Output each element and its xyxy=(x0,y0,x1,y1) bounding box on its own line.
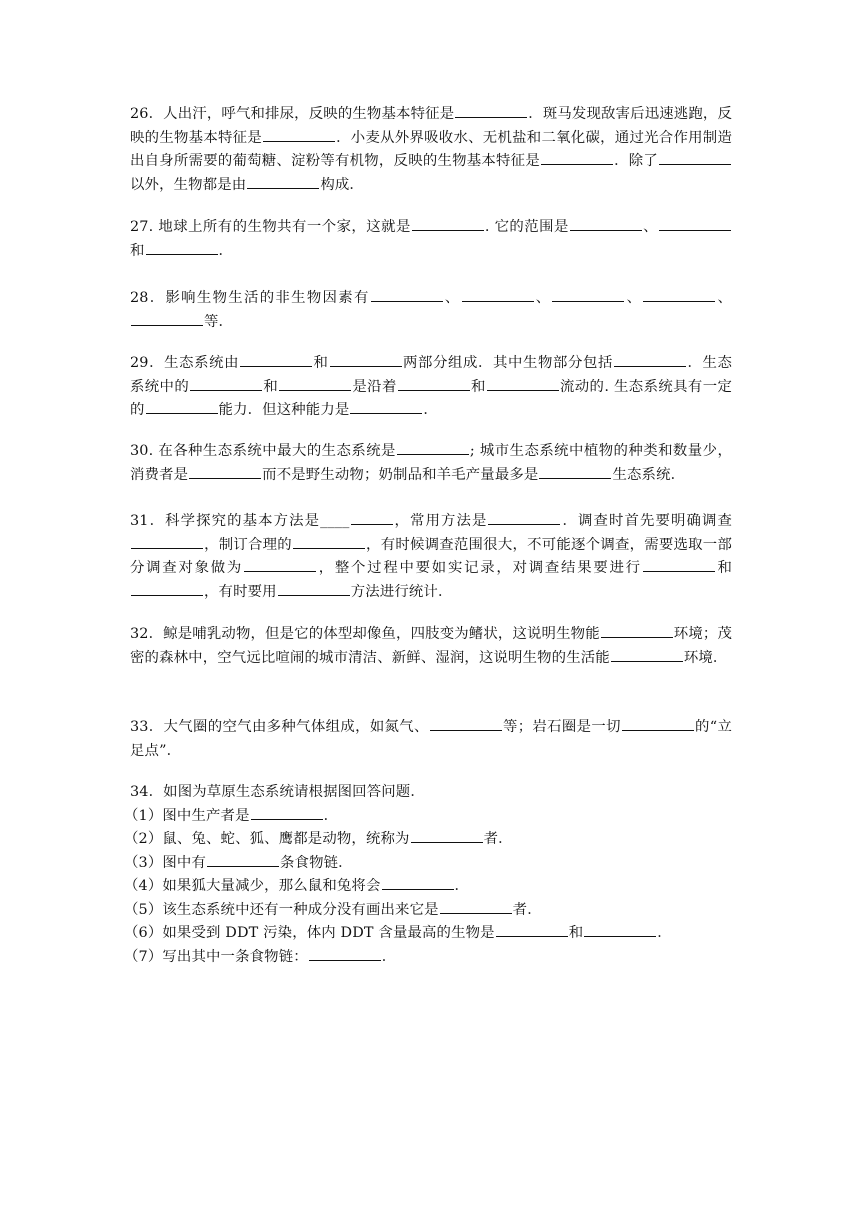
q34-sub-7-end: ． xyxy=(381,948,397,965)
q29-text-10: ． xyxy=(423,402,438,418)
q34-sub-5-text: （5）该生态系统中还有一种成分没有画出来它是 xyxy=(124,901,439,918)
answer-blank[interactable] xyxy=(611,647,683,662)
q32-text-3: 环境． xyxy=(683,649,728,666)
q34-intro: 34．如图为草原生态系统请根据图回答问题． xyxy=(130,784,425,800)
answer-blank[interactable] xyxy=(247,174,319,189)
q34-sub-6 xyxy=(124,922,732,946)
q27-text-3: 、 xyxy=(642,219,658,235)
q34-sub-1-end: ． xyxy=(323,807,339,824)
q34-sub-6-text: （6）如果受到 DDT 污染，体内 DDT 含量最高的生物是 xyxy=(124,925,495,941)
answer-blank[interactable] xyxy=(244,557,316,572)
q29-text-3: 两部分组成．其中生物部分包括 xyxy=(402,355,614,371)
answer-blank[interactable] xyxy=(207,852,279,867)
q31-text-4: ，制订合理的 xyxy=(204,536,292,553)
q31-text-8: ，有时要用 xyxy=(204,583,277,600)
answer-blank[interactable] xyxy=(584,922,656,937)
q29-text-7: 和 xyxy=(470,378,486,395)
answer-blank[interactable] xyxy=(643,287,715,302)
q28-text-1: 28．影响生物生活的非生物因素有 xyxy=(130,290,370,306)
q28-separator: 、 xyxy=(443,290,461,306)
answer-blank[interactable] xyxy=(614,352,686,367)
q28-text-2: 等． xyxy=(204,313,234,330)
q29-text-5: 和 xyxy=(263,378,279,395)
question-28 xyxy=(130,287,732,334)
q26-text-6: 构成． xyxy=(320,176,364,193)
q34-sub-1-text: （1）图中生产者是 xyxy=(124,807,250,824)
q30-text-3: 而不是野生动物；奶制品和羊毛产量最多是 xyxy=(262,466,539,483)
answer-blank[interactable] xyxy=(552,287,624,302)
q29-text-1: 29．生态系统由 xyxy=(130,355,240,371)
q31-text-5: ，有时候调查范围很大，不可能逐个调查，需要选取一部分调查对象做为 xyxy=(130,536,732,576)
q34-sub-2 xyxy=(124,828,732,852)
answer-blank[interactable] xyxy=(539,464,611,479)
q30-text-4: 生态系统． xyxy=(612,466,686,483)
q31-text-6: ，整个过程中要如实记录，对调查结果要进行 xyxy=(317,560,642,576)
answer-blank[interactable] xyxy=(382,875,454,890)
answer-blank[interactable] xyxy=(131,534,203,549)
answer-blank[interactable] xyxy=(455,103,527,118)
q34-sub-6-mid: 和 xyxy=(568,925,584,941)
answer-blank[interactable] xyxy=(601,623,673,638)
q34-sub-2-text: （2）鼠、兔、蛇、狐、鹰都是动物，统称为 xyxy=(124,831,410,847)
answer-blank[interactable] xyxy=(496,922,568,937)
q27-text-5: ． xyxy=(218,242,234,259)
q29-text-6: 是沿着 xyxy=(352,378,397,395)
q34-sub-3 xyxy=(124,852,732,876)
q29-text-9: 能力．但这种能力是 xyxy=(218,402,350,418)
q34-sub-5-end: 者． xyxy=(512,901,542,918)
q33-text-1: 33．大气圈的空气由多种气体组成，如氮气、 xyxy=(130,719,429,735)
answer-blank[interactable] xyxy=(488,510,560,525)
answer-blank[interactable] xyxy=(146,399,218,414)
q32-text-2: 环境；茂密的森林中，空气远比喧闹的城市清洁、新鲜、湿润，这说明生物的生活能 xyxy=(130,626,732,666)
answer-blank[interactable] xyxy=(397,440,469,455)
q31-text-1: 31．科学探究的基本方法是 xyxy=(130,513,321,529)
q27-text-1: 27. 地球上所有的生物共有一个家，这就是 xyxy=(130,219,411,235)
question-33 xyxy=(130,716,732,763)
question-31 xyxy=(130,510,732,604)
answer-blank[interactable] xyxy=(309,946,381,961)
answer-blank[interactable] xyxy=(146,240,218,255)
answer-blank[interactable] xyxy=(411,828,483,843)
answer-blank[interactable] xyxy=(412,216,484,231)
answer-blank[interactable] xyxy=(251,805,323,820)
answer-blank[interactable] xyxy=(240,352,312,367)
answer-blank[interactable] xyxy=(622,716,694,731)
answer-blank[interactable] xyxy=(371,287,443,302)
q29-text-8: 流动的. 生态系统具有一定的 xyxy=(130,378,733,418)
answer-blank[interactable] xyxy=(659,150,731,165)
answer-blank[interactable] xyxy=(351,510,393,525)
q26-text-4: ．除了 xyxy=(613,153,659,169)
question-26 xyxy=(130,103,732,197)
answer-blank[interactable] xyxy=(131,311,203,326)
answer-blank[interactable] xyxy=(330,352,402,367)
q27-text-2: . 它的范围是 xyxy=(484,219,569,235)
q30-text-1: 30. 在各种生态系统中最大的生态系统是 xyxy=(130,443,396,459)
q30-text-2: ; 城市生态系统中植物的种类和数量少，消费者是 xyxy=(130,443,733,483)
answer-blank[interactable] xyxy=(462,287,534,302)
q26-text-3: ．小麦从外界吸收水、无机盐和二氧化碳，通过光合作用制造出自身所需要的葡萄糖、淀粉等有机物，反映的生物基本特征是 xyxy=(130,129,732,169)
q29-text-2: 和 xyxy=(313,355,329,371)
q34-sub-4 xyxy=(124,875,732,899)
answer-blank[interactable] xyxy=(190,376,262,391)
q34-sub-1 xyxy=(124,805,732,829)
q31-text-7: 和 xyxy=(715,560,732,576)
q26-text-1: 26．人出汗，呼气和排尿，反映的生物基本特征是 xyxy=(130,106,455,122)
q31-text-3: ．调查时首先要明确调查 xyxy=(561,513,733,529)
q34-sub-7 xyxy=(124,946,732,970)
answer-blank[interactable] xyxy=(570,216,642,231)
q31-underscores: ____ xyxy=(320,513,350,529)
q34-sub-7-text: （7）写出其中一条食物链： xyxy=(124,948,308,965)
answer-blank[interactable] xyxy=(398,376,470,391)
answer-blank[interactable] xyxy=(278,581,350,596)
answer-blank[interactable] xyxy=(643,557,715,572)
q33-text-3: 的“立足点”． xyxy=(130,719,733,759)
answer-blank[interactable] xyxy=(430,716,502,731)
q31-text-9: 方法进行统计． xyxy=(350,583,453,600)
q34-sub-6-end: ． xyxy=(657,925,672,941)
q29-text-4: ．生态系统中的 xyxy=(130,355,733,395)
q34-sub-2-end: 者． xyxy=(483,831,513,847)
question-34 xyxy=(124,781,732,969)
question-29 xyxy=(130,352,732,423)
q34-sub-3-text: （3）图中有 xyxy=(124,854,207,871)
answer-blank[interactable] xyxy=(131,581,203,596)
q26-text-5: 以外，生物都是由 xyxy=(130,176,247,193)
q26-text-2: ．斑马发现敌害后迅速逃跑，反映的生物基本特征是 xyxy=(130,106,732,146)
q28-separator: 、 xyxy=(534,290,552,306)
question-27 xyxy=(130,216,732,263)
answer-blank[interactable] xyxy=(487,376,559,391)
answer-blank[interactable] xyxy=(350,399,422,414)
q27-text-4: 和 xyxy=(130,242,145,259)
q34-sub-3-end: 条食物链． xyxy=(280,854,353,871)
q31-text-2: ，常用方法是 xyxy=(393,513,488,529)
q32-text-1: 32．鲸是哺乳动物，但是它的体型却像鱼，四肢变为鳍状，这说明生物能 xyxy=(130,626,600,642)
q34-sub-4-text: （4）如果狐大量减少，那么鼠和兔将会 xyxy=(124,878,381,894)
answer-blank[interactable] xyxy=(263,127,335,142)
q34-sub-5 xyxy=(124,899,732,923)
q28-separator: 、 xyxy=(716,290,732,306)
answer-blank[interactable] xyxy=(293,534,365,549)
q28-separator: 、 xyxy=(625,290,643,306)
answer-blank[interactable] xyxy=(659,216,731,231)
question-30 xyxy=(130,440,732,487)
q33-text-2: 等；岩石圈是一切 xyxy=(502,719,621,735)
question-32 xyxy=(130,623,732,670)
answer-blank[interactable] xyxy=(189,464,261,479)
answer-blank[interactable] xyxy=(541,150,613,165)
answer-blank[interactable] xyxy=(279,376,351,391)
q34-sub-4-end: ． xyxy=(454,878,470,894)
answer-blank[interactable] xyxy=(440,899,512,914)
